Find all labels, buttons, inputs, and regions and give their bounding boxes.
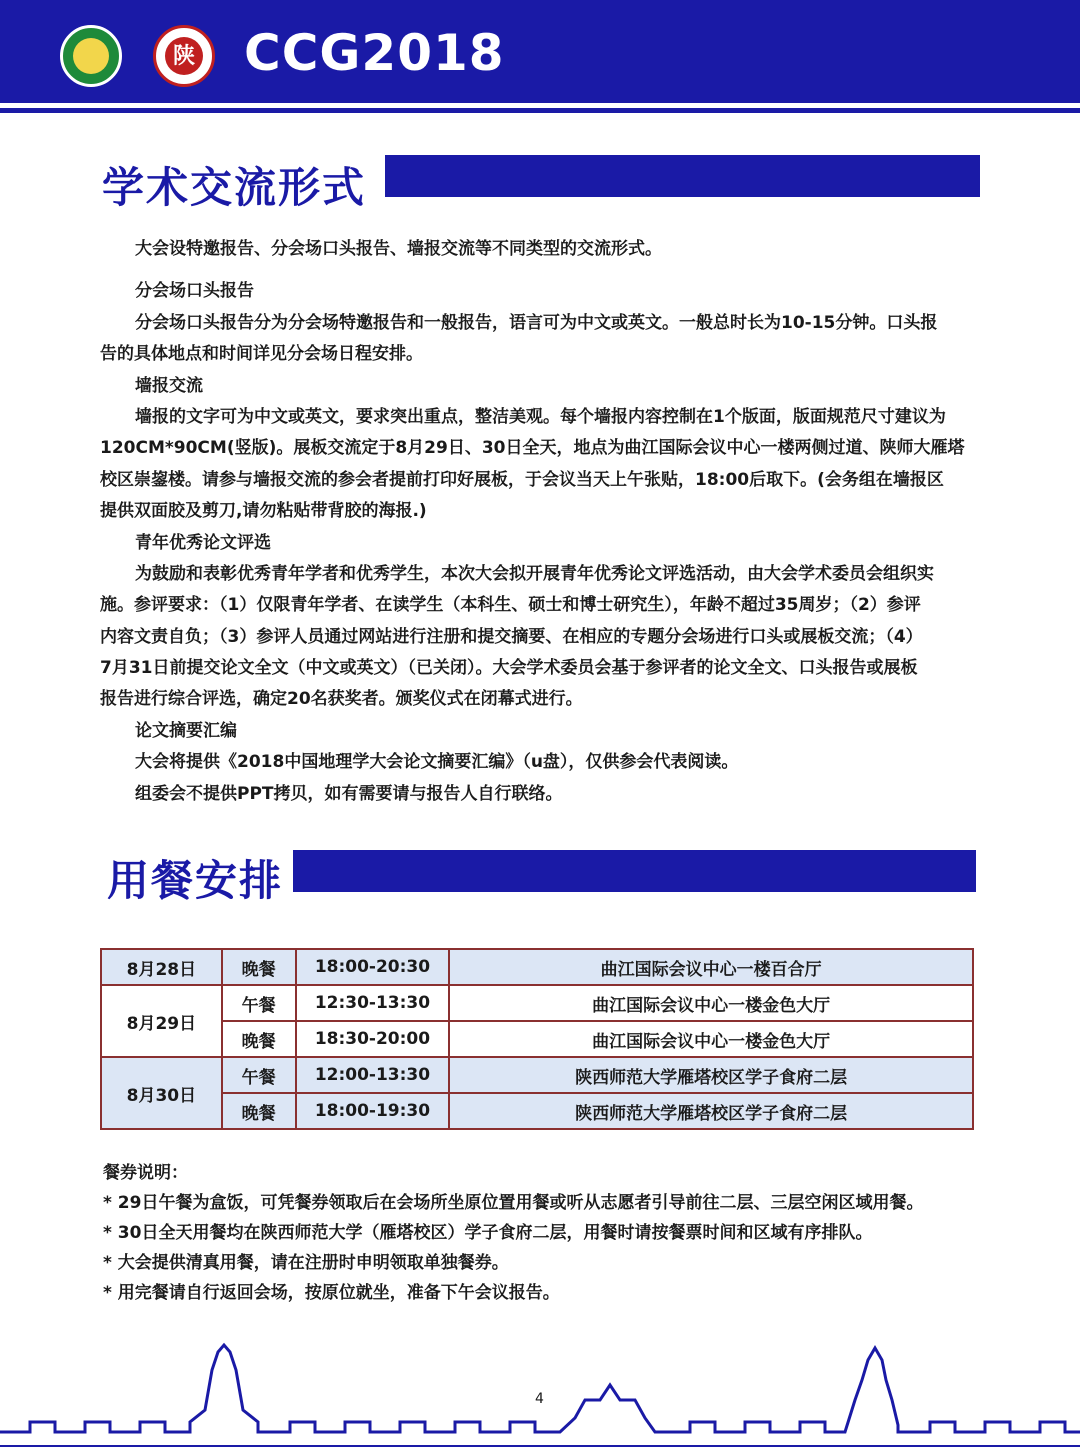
oral-line: 分会场口头报告分为分会场特邀报告和一般报告，语言可为中文或英文。一般总时长为10-15分钟。口头报 xyxy=(135,313,938,333)
award-line: 施。参评要求：（1）仅限青年学者、在读学生（本科生、硕士和博士研究生），年龄不超过35周岁；（2）参评 xyxy=(100,595,921,615)
meal-cell: 晚餐 xyxy=(222,1093,296,1129)
header-divider xyxy=(0,108,1080,113)
award-line: 7月31日前提交论文全文（中文或英文）（已关闭）。大会学术委员会基于参评者的论文全文、口头报告或展板 xyxy=(100,658,918,678)
seal-character: 陕 xyxy=(165,37,203,75)
time-cell: 12:30-13:30 xyxy=(296,985,450,1021)
date-cell: 8月29日 xyxy=(101,985,222,1057)
oral-line: 告的具体地点和时间详见分会场日程安排。 xyxy=(100,344,423,364)
award-line: 内容文责自负；（3）参评人员通过网站进行注册和提交摘要、在相应的专题分会场进行口头或展板交流；（4） xyxy=(100,627,923,647)
place-cell: 曲江国际会议中心一楼金色大厅 xyxy=(449,985,973,1021)
place-cell: 曲江国际会议中心一楼金色大厅 xyxy=(449,1021,973,1057)
award-heading: 青年优秀论文评选 xyxy=(135,533,271,553)
award-line: 为鼓励和表彰优秀青年学者和优秀学生，本次大会拟开展青年优秀论文评选活动，由大会学术委员会组织实 xyxy=(135,564,934,584)
meal-note: * 用完餐请自行返回会场，按原位就坐，准备下午会议报告。 xyxy=(103,1283,560,1303)
poster-line: 120CM*90CM(竖版)。展板交流定于8月29日、30日全天，地点为曲江国际会议中心一楼两侧过道、陕师大雁塔 xyxy=(100,438,965,458)
table-row xyxy=(101,1093,973,1129)
meal-cell: 晚餐 xyxy=(222,1021,296,1057)
meal-cell: 午餐 xyxy=(222,985,296,1021)
date-cell: 8月28日 xyxy=(101,949,222,985)
section-title-academic: 学术交流形式 xyxy=(102,163,367,212)
poster-line: 墙报的文字可为中文或英文，要求突出重点，整洁美观。每个墙报内容控制在1个版面，版面规范尺寸建议为 xyxy=(135,407,946,427)
meal-note: * 29日午餐为盒饭，可凭餐券领取后在会场所坐原位置用餐或听从志愿者引导前往二层、三层空闲区域用餐。 xyxy=(103,1193,924,1213)
section-title-meals: 用餐安排 xyxy=(107,856,284,905)
abstract-line: 大会将提供《2018中国地理学大会论文摘要汇编》（u盘），仅供参会代表阅读。 xyxy=(135,752,739,772)
section-title-bar xyxy=(293,850,976,892)
table-row xyxy=(101,1021,973,1057)
place-cell: 陕西师范大学雁塔校区学子食府二层 xyxy=(449,1093,973,1129)
meal-notes-title: 餐券说明： xyxy=(103,1163,188,1183)
meal-cell: 晚餐 xyxy=(222,949,296,985)
abstract-heading: 论文摘要汇编 xyxy=(135,721,237,741)
time-cell: 12:00-13:30 xyxy=(296,1057,450,1093)
time-cell: 18:00-20:30 xyxy=(296,949,450,985)
university-seal-logo xyxy=(153,25,215,87)
poster-line: 校区崇鋆楼。请参与墙报交流的参会者提前打印好展板，于会议当天上午张贴，18:00后取下。(会务组在墙报区 xyxy=(100,470,944,490)
oral-heading: 分会场口头报告 xyxy=(135,281,254,301)
table-row xyxy=(101,985,973,1021)
section-title-bar xyxy=(385,155,980,197)
place-cell: 陕西师范大学雁塔校区学子食府二层 xyxy=(449,1057,973,1093)
meal-note: * 大会提供清真用餐，请在注册时申明领取单独餐券。 xyxy=(103,1253,509,1273)
brand-title: CCG2018 xyxy=(244,24,505,82)
china-map-icon xyxy=(73,38,109,74)
meal-note: * 30日全天用餐均在陕西师范大学（雁塔校区）学子食府二层，用餐时请按餐票时间和区域有序排队。 xyxy=(103,1223,873,1243)
award-line: 报告进行综合评选，确定20名获奖者。颁奖仪式在闭幕式进行。 xyxy=(100,689,583,709)
poster-heading: 墙报交流 xyxy=(135,376,203,396)
table-row xyxy=(101,1057,973,1093)
place-cell: 曲江国际会议中心一楼百合厅 xyxy=(449,949,973,985)
poster-line: 提供双面胶及剪刀,请勿粘贴带背胶的海报.) xyxy=(100,501,427,521)
abstract-line: 组委会不提供PPT拷贝，如有需要请与报告人自行联络。 xyxy=(135,784,563,804)
geography-society-logo xyxy=(60,25,122,87)
time-cell: 18:30-20:00 xyxy=(296,1021,450,1057)
meal-schedule-table xyxy=(100,948,974,1130)
meal-cell: 午餐 xyxy=(222,1057,296,1093)
intro-text: 大会设特邀报告、分会场口头报告、墙报交流等不同类型的交流形式。 xyxy=(135,239,662,259)
time-cell: 18:00-19:30 xyxy=(296,1093,450,1129)
date-cell: 8月30日 xyxy=(101,1057,222,1129)
table-row xyxy=(101,949,973,985)
page-number: 4 xyxy=(535,1391,544,1407)
